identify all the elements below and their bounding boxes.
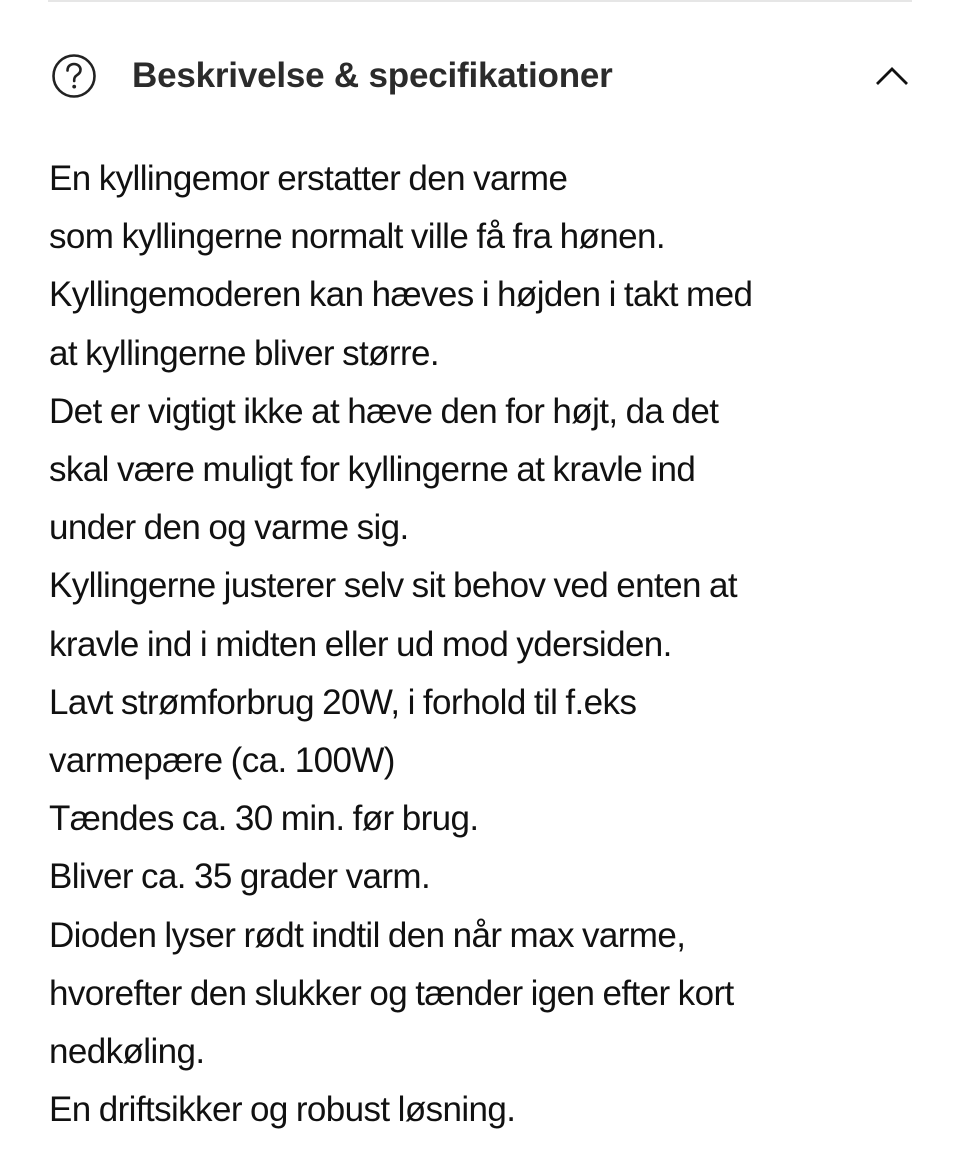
description-line: varmepære (ca. 100W) <box>49 741 395 781</box>
description-line: Det er vigtigt ikke at hæve den for højt, da det <box>49 391 719 431</box>
chevron-up-icon[interactable] <box>872 56 912 96</box>
accordion-header-description-specs[interactable] <box>48 44 912 108</box>
description-body <box>49 150 929 1139</box>
description-line: nedkøling. <box>49 1032 205 1072</box>
description-line: Kyllingemoderen kan hæves i højden i takt med <box>49 275 753 315</box>
description-line: Tændes ca. 30 min. før brug. <box>49 799 479 839</box>
section-divider <box>48 0 912 2</box>
description-line: kravle ind i midten eller ud mod ydersiden. <box>49 624 672 664</box>
description-line: Dioden lyser rødt indtil den når max varme, <box>49 915 686 955</box>
description-line: Kyllingerne justerer selv sit behov ved enten at <box>49 566 737 606</box>
description-line: En kyllingemor erstatter den varme <box>49 159 568 198</box>
description-line: under den og varme sig. <box>49 508 409 548</box>
description-line: som kyllingerne normalt ville få fra hønen. <box>49 217 665 257</box>
description-line: En driftsikker og robust løsning. <box>49 1090 516 1130</box>
description-line: Lavt strømforbrug 20W, i forhold til f.eks <box>49 682 637 722</box>
section-title: Beskrivelse & specifikationer <box>132 56 613 95</box>
help-circle-icon <box>50 52 98 100</box>
description-line: hvorefter den slukker og tænder igen efter kort <box>49 973 734 1013</box>
description-line: Bliver ca. 35 grader varm. <box>49 857 431 897</box>
description-line: at kyllingerne bliver større. <box>49 333 440 373</box>
description-line: skal være muligt for kyllingerne at kravle ind <box>49 450 696 490</box>
